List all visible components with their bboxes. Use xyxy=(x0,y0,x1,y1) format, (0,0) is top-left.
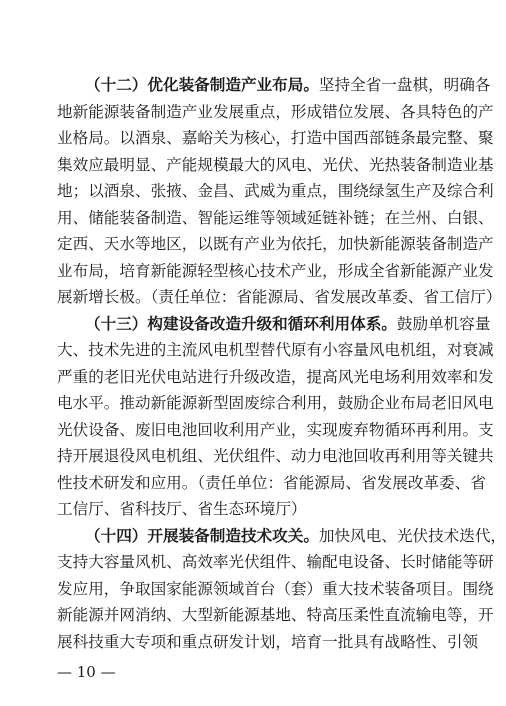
paragraph-13-line-4: 电水平。推动新能源新型固废综合利用，鼓励企业布局老旧风电 xyxy=(57,394,494,412)
paragraph-12-heading: （十二）优化装备制造产业布局。 xyxy=(85,75,319,94)
paragraph-14-line-5: 展科技重大专项和重点研发计划，培育一批具有战略性、引领 xyxy=(57,632,479,651)
paragraph-14-line-2: 支持大容量风机、高效率光伏组件、输配电设备、长时储能等研 xyxy=(57,553,494,571)
paragraph-14-line-1 xyxy=(85,523,506,550)
paragraph-13-heading: （十三）构建设备改造升级和循环利用体系。 xyxy=(85,313,397,333)
paragraph-13-line-7: 性技术研发和应用。（责任单位：省能源局、省发展改革委、省 xyxy=(57,473,486,492)
paragraph-12-line-1-text: 坚持全省一盘棋，明确各 xyxy=(318,76,491,94)
paragraph-13-line-5: 光伏设备、废旧电池回收利用产业，实现废弃物循环再利用。支 xyxy=(57,420,494,439)
paragraph-12-line-5: 地；以酒泉、张掖、金昌、武威为重点，围绕绿氢生产及综合利 xyxy=(57,182,494,200)
paragraph-14-line-3: 发应用，争取国家能源领域首台（套）重大技术装备项目。围绕 xyxy=(57,579,494,598)
page-number: — 10 — xyxy=(57,663,116,681)
paragraph-13-line-1 xyxy=(85,311,491,338)
paragraph-14-line-1-text: 加快风电、光伏技术迭代， xyxy=(318,526,506,545)
paragraph-12-line-6: 用、储能装备制造、智能运维等领域延链补链；在兰州、白银、 xyxy=(57,208,494,227)
paragraph-12-line-9: 展新增长极。（责任单位：省能源局、省发展改革委、省工信厅） xyxy=(57,288,502,306)
paragraph-12-line-4: 集效应最明显、产能规模最大的风电、光伏、光热装备制造业基 xyxy=(57,155,494,174)
paragraph-13-line-8: 工信厅、省科技厅、省生态环境厅） xyxy=(57,500,307,518)
paragraph-14-heading: （十四）开展装备制造技术攻关。 xyxy=(85,525,319,545)
paragraph-13-line-2: 大、技术先进的主流风电机型替代原有小容量风电机组，对衰减 xyxy=(57,341,494,359)
paragraph-12-line-8: 业布局，培育新能源轻型核心技术产业，形成全省新能源产业发 xyxy=(57,261,494,280)
paragraph-13-line-6: 持开展退役风电机组、光伏组件、动力电池回收再利用等关键共 xyxy=(57,447,494,465)
paragraph-13-line-3: 严重的老旧光伏电站进行升级改造，提高风光电场利用效率和发 xyxy=(57,367,494,386)
paragraph-12-line-3: 业格局。以酒泉、嘉峪关为核心，打造中国西部链条最完整、聚 xyxy=(57,129,494,147)
paragraph-12-line-7: 定西、天水等地区，以既有产业为依托，加快新能源装备制造产 xyxy=(57,235,494,253)
paragraph-12-line-1 xyxy=(85,72,491,99)
paragraph-12-line-2: 地新能源装备制造产业发展重点，形成错位发展、各具特色的产 xyxy=(57,102,494,121)
paragraph-14-line-4: 新能源并网消纳、大型新能源基地、特高压柔性直流输电等，开 xyxy=(57,606,494,624)
paragraph-13-line-1-text: 鼓励单机容量 xyxy=(396,314,491,333)
